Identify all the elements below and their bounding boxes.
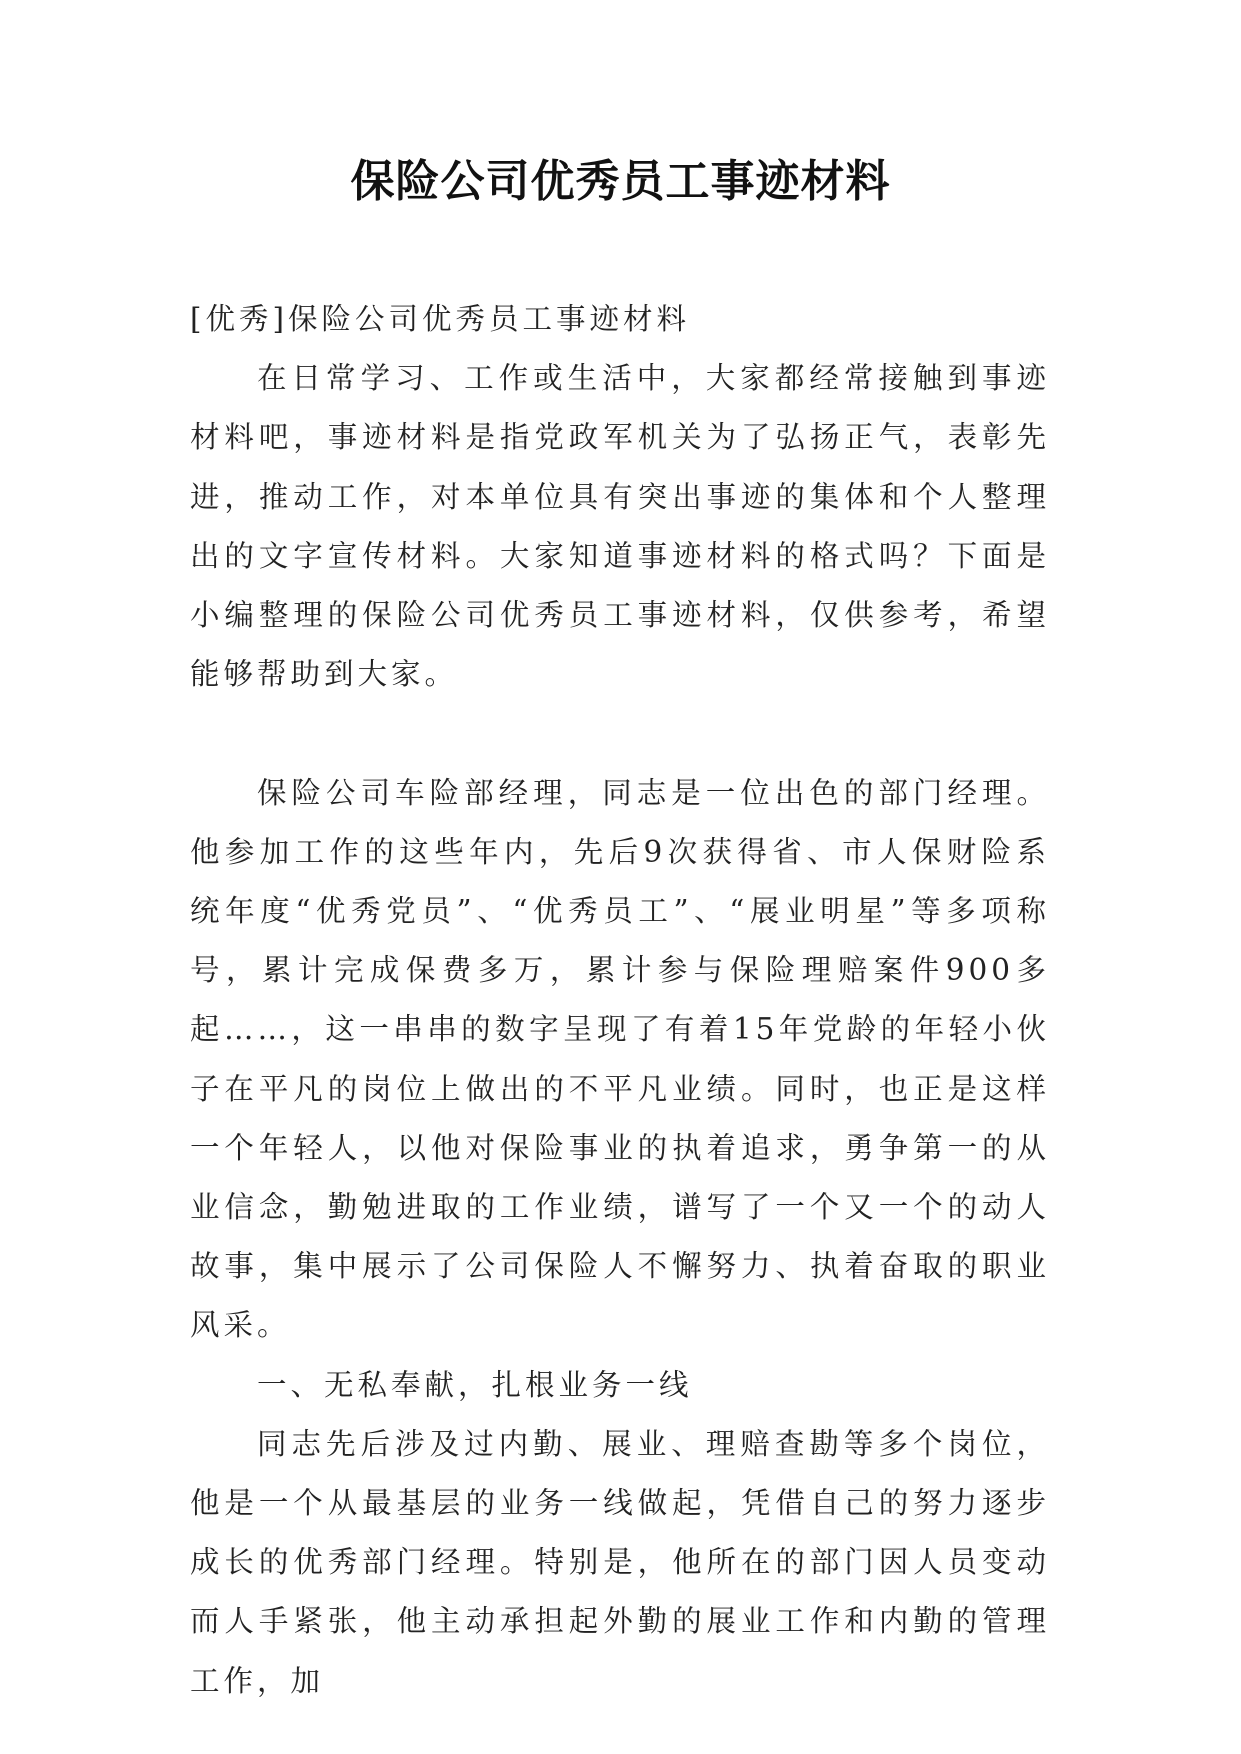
document-body (190, 290, 1050, 1711)
section-heading-1: 一、无私奉献，扎根业务一线 (257, 1367, 693, 1402)
paragraph-spacer (190, 704, 1050, 763)
document-subtitle: [优秀]保险公司优秀员工事迹材料 (190, 302, 691, 336)
section-1-paragraph: 同志先后涉及过内勤、展业、理赔查勘等多个岗位，他是一个从最基层的业务一线做起，凭借自己的努力逐步成长的优秀部门经理。特别是，他所在的部门因人员变动而人手紧张，他主动承担起外勤的展业工作和内勤的管理工作，加 (190, 1426, 1050, 1698)
profile-paragraph: 保险公司车险部经理，同志是一位出色的部门经理。他参加工作的这些年内，先后9次获得省、市人保财险系统年度“优秀党员”、“优秀员工”、“展业明星”等多项称号，累计完成保费多万，累计参与保险理赔案件900多起……，这一串串的数字呈现了有着15年党龄的年轻小伙子在平凡的岗位上做出的不平凡业绩。同时，也正是这样一个年轻人，以他对保险事业的执着追求，勇争第一的从业信念，勤勉进取的工作业绩，谱写了一个又一个的动人故事，集中展示了公司保险人不懈努力、执着奋取的职业风采。 (190, 775, 1050, 1343)
intro-paragraph: 在日常学习、工作或生活中，大家都经常接触到事迹材料吧，事迹材料是指党政军机关为了弘扬正气，表彰先进，推动工作，对本单位具有突出事迹的集体和个人整理出的文字宣传材料。大家知道事迹材料的格式吗？下面是小编整理的保险公司优秀员工事迹材料，仅供参考，希望能够帮助到大家。 (190, 361, 1050, 692)
document-title: 保险公司优秀员工事迹材料 (350, 156, 891, 207)
